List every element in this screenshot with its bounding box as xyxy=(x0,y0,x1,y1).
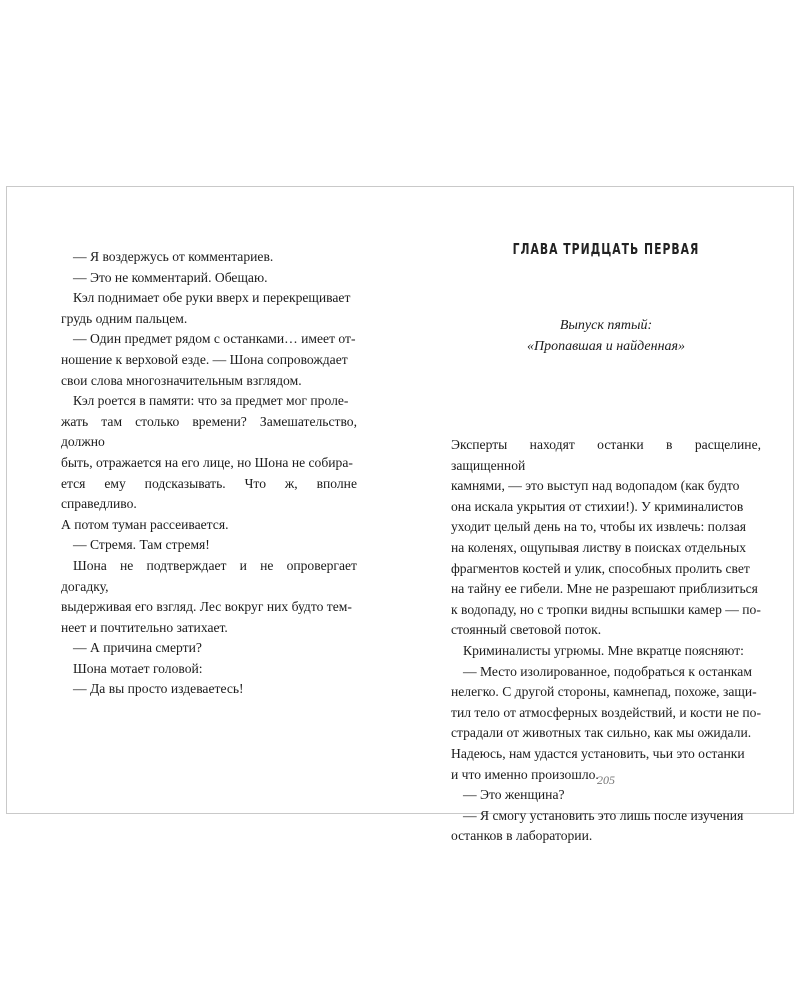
text-line: она искала укрытия от стихии!). У криминалистов xyxy=(451,498,744,514)
page-number: 205 xyxy=(597,773,615,787)
text-line: страдали от животных так сильно, как мы ожидали. xyxy=(451,725,752,741)
episode-number: Выпуск пятый: xyxy=(559,318,653,333)
text-line: жать там столько времени? Замешательство, должно xyxy=(61,413,357,450)
text-line: к водопаду, но с тропки видны вспышки камер — по- xyxy=(451,601,761,617)
text-line: — Да вы просто издеваетесь! xyxy=(73,681,244,697)
text-line: неет и почтительно затихает. xyxy=(61,619,228,635)
text-line: — А причина смерти? xyxy=(73,640,202,656)
text-line: останков в лаборатории. xyxy=(451,828,593,844)
text-line: стоянный световой поток. xyxy=(451,622,602,638)
text-line: ношение к верховой езде. — Шона сопровождает xyxy=(61,351,348,367)
text-line: быть, отражается на его лице, но Шона не собира- xyxy=(61,454,353,470)
text-line: — Место изолированное, подобраться к останкам xyxy=(463,663,752,679)
episode-heading xyxy=(451,315,761,357)
text-line: — Я смогу установить это лишь после изучения xyxy=(463,807,744,823)
text-line: — Это не комментарий. Обещаю. xyxy=(73,269,268,285)
text-line: — Один предмет рядом с останками… имеет от- xyxy=(73,331,356,347)
text-line: свои слова многозначительным взглядом. xyxy=(61,372,302,388)
text-line: грудь одним пальцем. xyxy=(61,310,188,326)
text-line: на тайну ее гибели. Мне не разрешают приблизиться xyxy=(451,581,758,597)
chapter-title: ГЛАВА ТРИДЦАТЬ ПЕРВАЯ xyxy=(512,240,700,258)
left-page xyxy=(61,247,357,700)
text-line: — Я воздержусь от комментариев. xyxy=(73,249,274,264)
text-line: уходит целый день на то, чтобы их извлечь: ползая xyxy=(451,519,747,535)
text-line: Кэл роется в памяти: что за предмет мог проле- xyxy=(73,393,349,409)
text-line: камнями, — это выступ над водопадом (как будто xyxy=(451,478,740,494)
text-line: Кэл поднимает обе руки вверх и перекрещивает xyxy=(73,290,351,306)
text-line: Эксперты находят останки в расщелине, защищенной xyxy=(451,437,761,473)
text-line: — Стремя. Там стремя! xyxy=(73,537,210,553)
text-line: фрагментов костей и улик, способных пролить свет xyxy=(451,560,750,576)
episode-title: «Пропавшая и найденная» xyxy=(526,339,686,354)
text-line: выдерживая его взгляд. Лес вокруг них будто тем- xyxy=(61,599,352,615)
text-line: тил тело от атмосферных воздействий, и кости не по- xyxy=(451,704,761,720)
text-line: Надеюсь, нам удастся установить, чьи это останки xyxy=(451,745,745,761)
text-line: ется ему подсказывать. Что ж, вполне справедливо. xyxy=(61,475,357,512)
text-line: Шона мотает головой: xyxy=(73,660,203,676)
text-line: Криминалисты угрюмы. Мне вкратце поясняют: xyxy=(463,642,744,658)
right-page xyxy=(451,239,761,844)
text-line: на коленях, ощупывая листву в поисках отдельных xyxy=(451,539,747,555)
text-line: и что именно произошло. xyxy=(451,766,599,782)
book-spread xyxy=(6,186,794,844)
text-line: — Это женщина? xyxy=(463,787,565,803)
text-line: А потом туман рассеивается. xyxy=(61,516,229,532)
text-line: нелегко. С другой стороны, камнепад, похоже, защи- xyxy=(451,684,757,700)
text-line: Шона не подтверждает и не опровергает догадку, xyxy=(61,557,357,594)
